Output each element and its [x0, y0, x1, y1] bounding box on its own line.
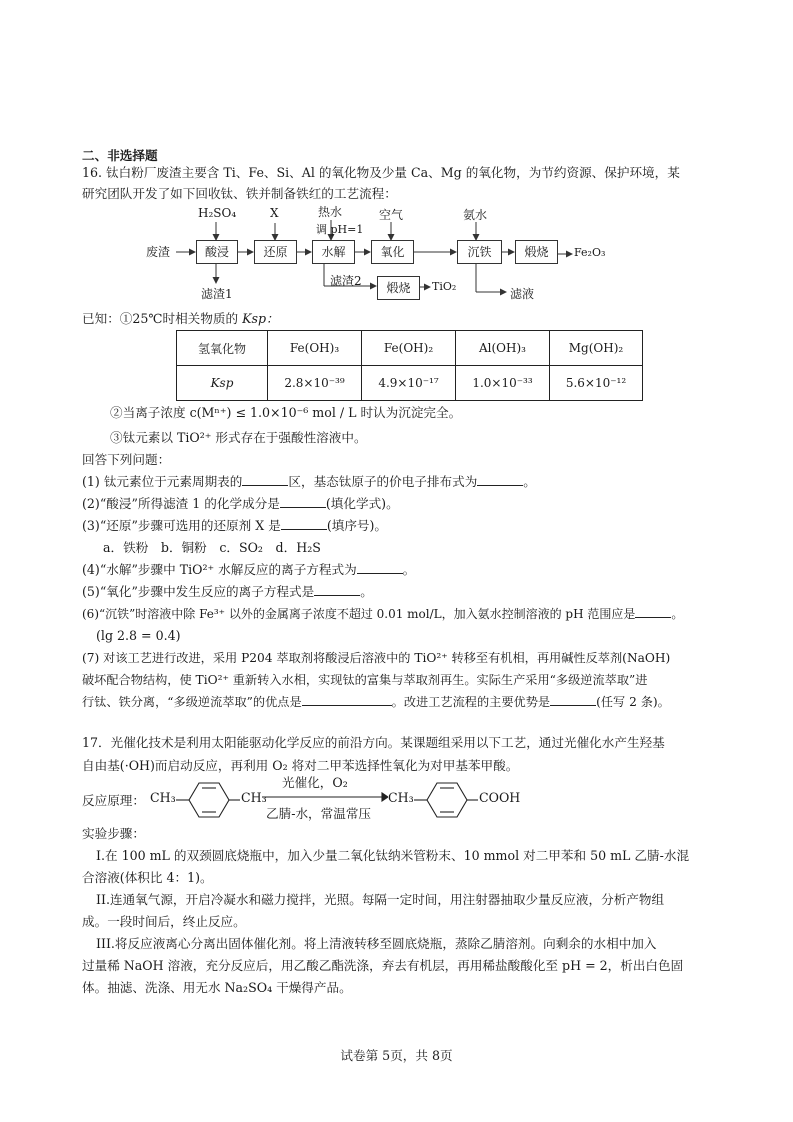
- arrow-condition-bottom: 乙腈-水，常温常压: [266, 806, 372, 821]
- ksp-header-cell: Al(OH)₃: [456, 331, 550, 366]
- step1-line2: 合溶液(体积比 4：1)。: [82, 870, 213, 885]
- ksp-table: [176, 330, 643, 401]
- q16-sub1-a: (1) 钛元素位于元素周期表的: [82, 474, 243, 489]
- step2-line2: 成。一段时间后，终止反应。: [82, 914, 246, 929]
- flow-side-calcine: 煅烧: [377, 276, 420, 300]
- ksp-value-cell: 1.0×10⁻³³: [456, 366, 550, 401]
- q16-sub7-line3-a: 行钛、铁分离，“多级逆流萃取”的优点是: [82, 695, 302, 709]
- q16-sub5: [82, 582, 373, 602]
- answer-blank[interactable]: [281, 517, 327, 530]
- q16-sub2: [82, 494, 399, 514]
- flow-step-precipitate-iron: 沉铁: [457, 240, 502, 264]
- benzene-ring-reactant: [176, 780, 240, 820]
- q16-sub6-note: (lg 2.8 = 0.4): [96, 628, 181, 643]
- residue-2: 滤渣2: [330, 274, 362, 288]
- reactant-left-methyl: CH₃: [150, 790, 176, 805]
- ksp-header-cell: 氢氧化物: [177, 331, 268, 366]
- residue-1: 滤渣1: [201, 287, 233, 301]
- q16-intro-line1: 16. 钛白粉厂废渣主要含 Ti、Fe、Si、Al 的氧化物及少量 Ca、Mg 的氧化物，为节约资源、保护环境，某: [82, 165, 680, 180]
- q17-intro-line2: 自由基(·OH)而启动反应，再利用 O₂ 将对二甲苯选择性氧化为对甲基苯甲酸。: [82, 758, 519, 773]
- flow-step-oxidize: 氧化: [371, 240, 414, 264]
- step1-line1: I.在 100 mL 的双颈圆底烧瓶中，加入少量二氧化钛纳米管粉末、10 mmol 对二甲苯和 50 mL 乙腈-水混: [96, 848, 690, 863]
- q16-sub3-options: a．铁粉 b．铜粉 c．SO₂ d．H₂S: [103, 540, 321, 555]
- flow-side-product-tio2: TiO₂: [432, 280, 457, 293]
- q16-sub7-line3-b: 。改进工艺流程的主要优势是: [391, 695, 551, 709]
- ksp-row-label: Ksp: [177, 366, 268, 401]
- answer-blank[interactable]: [477, 473, 523, 486]
- known-2: ②当离子浓度 c(Mⁿ⁺) ≤ 1.0×10⁻⁶ mol / L 时认为沉淀完全。: [110, 405, 462, 420]
- step3-line2: 过量稀 NaOH 溶液，充分反应后，用乙酸乙酯洗涤，弃去有机层，再用稀盐酸酸化至 pH = 2，析出白色固: [82, 958, 684, 973]
- q16-sub4-a: (4)“水解”步骤中 TiO²⁺ 水解反应的离子方程式为: [82, 562, 357, 577]
- ksp-table-value-row: [177, 366, 643, 401]
- q16-sub7-line3: [82, 692, 670, 712]
- ksp-value-cell: 5.6×10⁻¹²: [550, 366, 643, 401]
- step2-line1: II.连通氧气源，开启冷凝水和磁力搅拌，光照。每隔一定时间，用注射器抽取少量反应液，分析产物组: [96, 892, 665, 907]
- answer-blank[interactable]: [550, 693, 596, 706]
- q16-sub4: [82, 560, 415, 580]
- answer-blank[interactable]: [280, 495, 326, 508]
- ksp-header-cell: Mg(OH)₂: [550, 331, 643, 366]
- q16-sub6: [82, 604, 683, 624]
- answer-blank[interactable]: [314, 583, 360, 596]
- q16-sub3-b: (填序号)。: [326, 518, 388, 533]
- q16-sub1-b: 区，基态钛原子的价电子排布式为: [288, 474, 478, 489]
- reagent-air: 空气: [379, 208, 404, 222]
- answer-blank[interactable]: [302, 693, 392, 706]
- q16-sub1: [82, 472, 536, 492]
- q16-sub4-b: 。: [402, 562, 416, 577]
- reaction-label: 反应原理：: [82, 793, 145, 808]
- step3-line3: 体。抽滤、洗涤、用无水 Na₂SO₄ 干燥得产品。: [82, 980, 352, 995]
- reactant-right-methyl: CH₃: [241, 790, 267, 805]
- answer-blank[interactable]: [635, 605, 671, 618]
- answer-blank[interactable]: [242, 473, 288, 486]
- product-right-cooh: COOH: [479, 790, 521, 805]
- q17-intro-line1: 17．光催化技术是利用太阳能驱动化学反应的前沿方向。某课题组采用以下工艺，通过光催化水产生羟基: [82, 735, 665, 750]
- reagent-hot-water: 热水: [318, 205, 343, 219]
- reagent-x: X: [270, 206, 279, 220]
- steps-label: 实验步骤：: [82, 826, 145, 841]
- q16-sub6-b: 。: [671, 607, 684, 621]
- filtrate: 滤液: [510, 287, 535, 301]
- q16-sub7-line1: (7) 对该工艺进行改进，采用 P204 萃取剂将酸浸后溶液中的 TiO²⁺ 转移至有机相，再用碱性反萃剂(NaOH): [82, 651, 671, 665]
- q16-sub1-c: 。: [523, 474, 536, 489]
- q16-sub5-b: 。: [360, 584, 373, 599]
- q16-sub5-a: (5)“氧化”步骤中发生反应的离子方程式是: [82, 584, 315, 599]
- known-1-ksp: Ksp：: [242, 311, 279, 326]
- answer-intro: 回答下列问题：: [82, 452, 171, 467]
- reagent-ammonia: 氨水: [463, 208, 488, 222]
- flow-step-acid-leach: 酸浸: [196, 240, 238, 264]
- ksp-value-cell: 4.9×10⁻¹⁷: [362, 366, 456, 401]
- flow-step-calcine: 煅烧: [515, 240, 558, 264]
- product-left-methyl: CH₃: [388, 790, 414, 805]
- q16-intro-line2: 研究团队开发了如下回收钛、铁并制备铁红的工艺流程：: [82, 186, 397, 201]
- flow-product-fe2o3: Fe₂O₃: [574, 246, 606, 259]
- q16-sub6-a: (6)“沉铁”时溶液中除 Fe³⁺ 以外的金属离子浓度不超过 0.01 mol/L，加入氨水控制溶液的 pH 范围应是: [82, 607, 636, 621]
- ksp-value-cell: 2.8×10⁻³⁹: [268, 366, 362, 401]
- q16-sub3: [82, 516, 387, 536]
- answer-blank[interactable]: [357, 561, 403, 574]
- ksp-header-cell: Fe(OH)₂: [362, 331, 456, 366]
- known-1: [82, 309, 279, 329]
- flow-start: 废渣: [146, 245, 171, 259]
- known-3: ③钛元素以 TiO²⁺ 形式存在于强酸性溶液中。: [110, 430, 367, 445]
- q16-sub7-line3-c: (任写 2 条)。: [596, 695, 670, 709]
- ksp-table-header-row: [177, 331, 643, 366]
- flow-step-hydrolysis: 水解: [312, 240, 355, 264]
- ph-note: 调 pH=1: [316, 223, 364, 236]
- q16-sub7-line2: 破坏配合物结构，使 TiO²⁺ 重新转入水相，实现钛的富集与萃取剂再生。实际生产采用“多级逆流萃取”进: [82, 673, 648, 687]
- q16-sub2-b: (填化学式)。: [325, 496, 399, 511]
- known-1-text: 已知：①25℃时相关物质的: [82, 311, 239, 326]
- reaction-arrow: [262, 792, 388, 802]
- q16-sub3-a: (3)“还原”步骤可选用的还原剂 X 是: [82, 518, 281, 533]
- step3-line1: III.将反应液离心分离出固体催化剂。将上清液转移至圆底烧瓶，蒸除乙腈溶剂。向剩余的水相中加入: [96, 936, 657, 951]
- arrow-condition-top: 光催化，O₂: [282, 775, 348, 790]
- ksp-header-cell: Fe(OH)₃: [268, 331, 362, 366]
- benzene-ring-product: [414, 780, 478, 820]
- section-title: 二、非选择题: [82, 148, 158, 163]
- page-footer: 试卷第 5页，共 8页: [340, 1048, 453, 1063]
- reagent-h2so4: H₂SO₄: [198, 206, 237, 220]
- flow-step-reduce: 还原: [254, 240, 297, 264]
- q16-sub2-a: (2)“酸浸”所得滤渣 1 的化学成分是: [82, 496, 280, 511]
